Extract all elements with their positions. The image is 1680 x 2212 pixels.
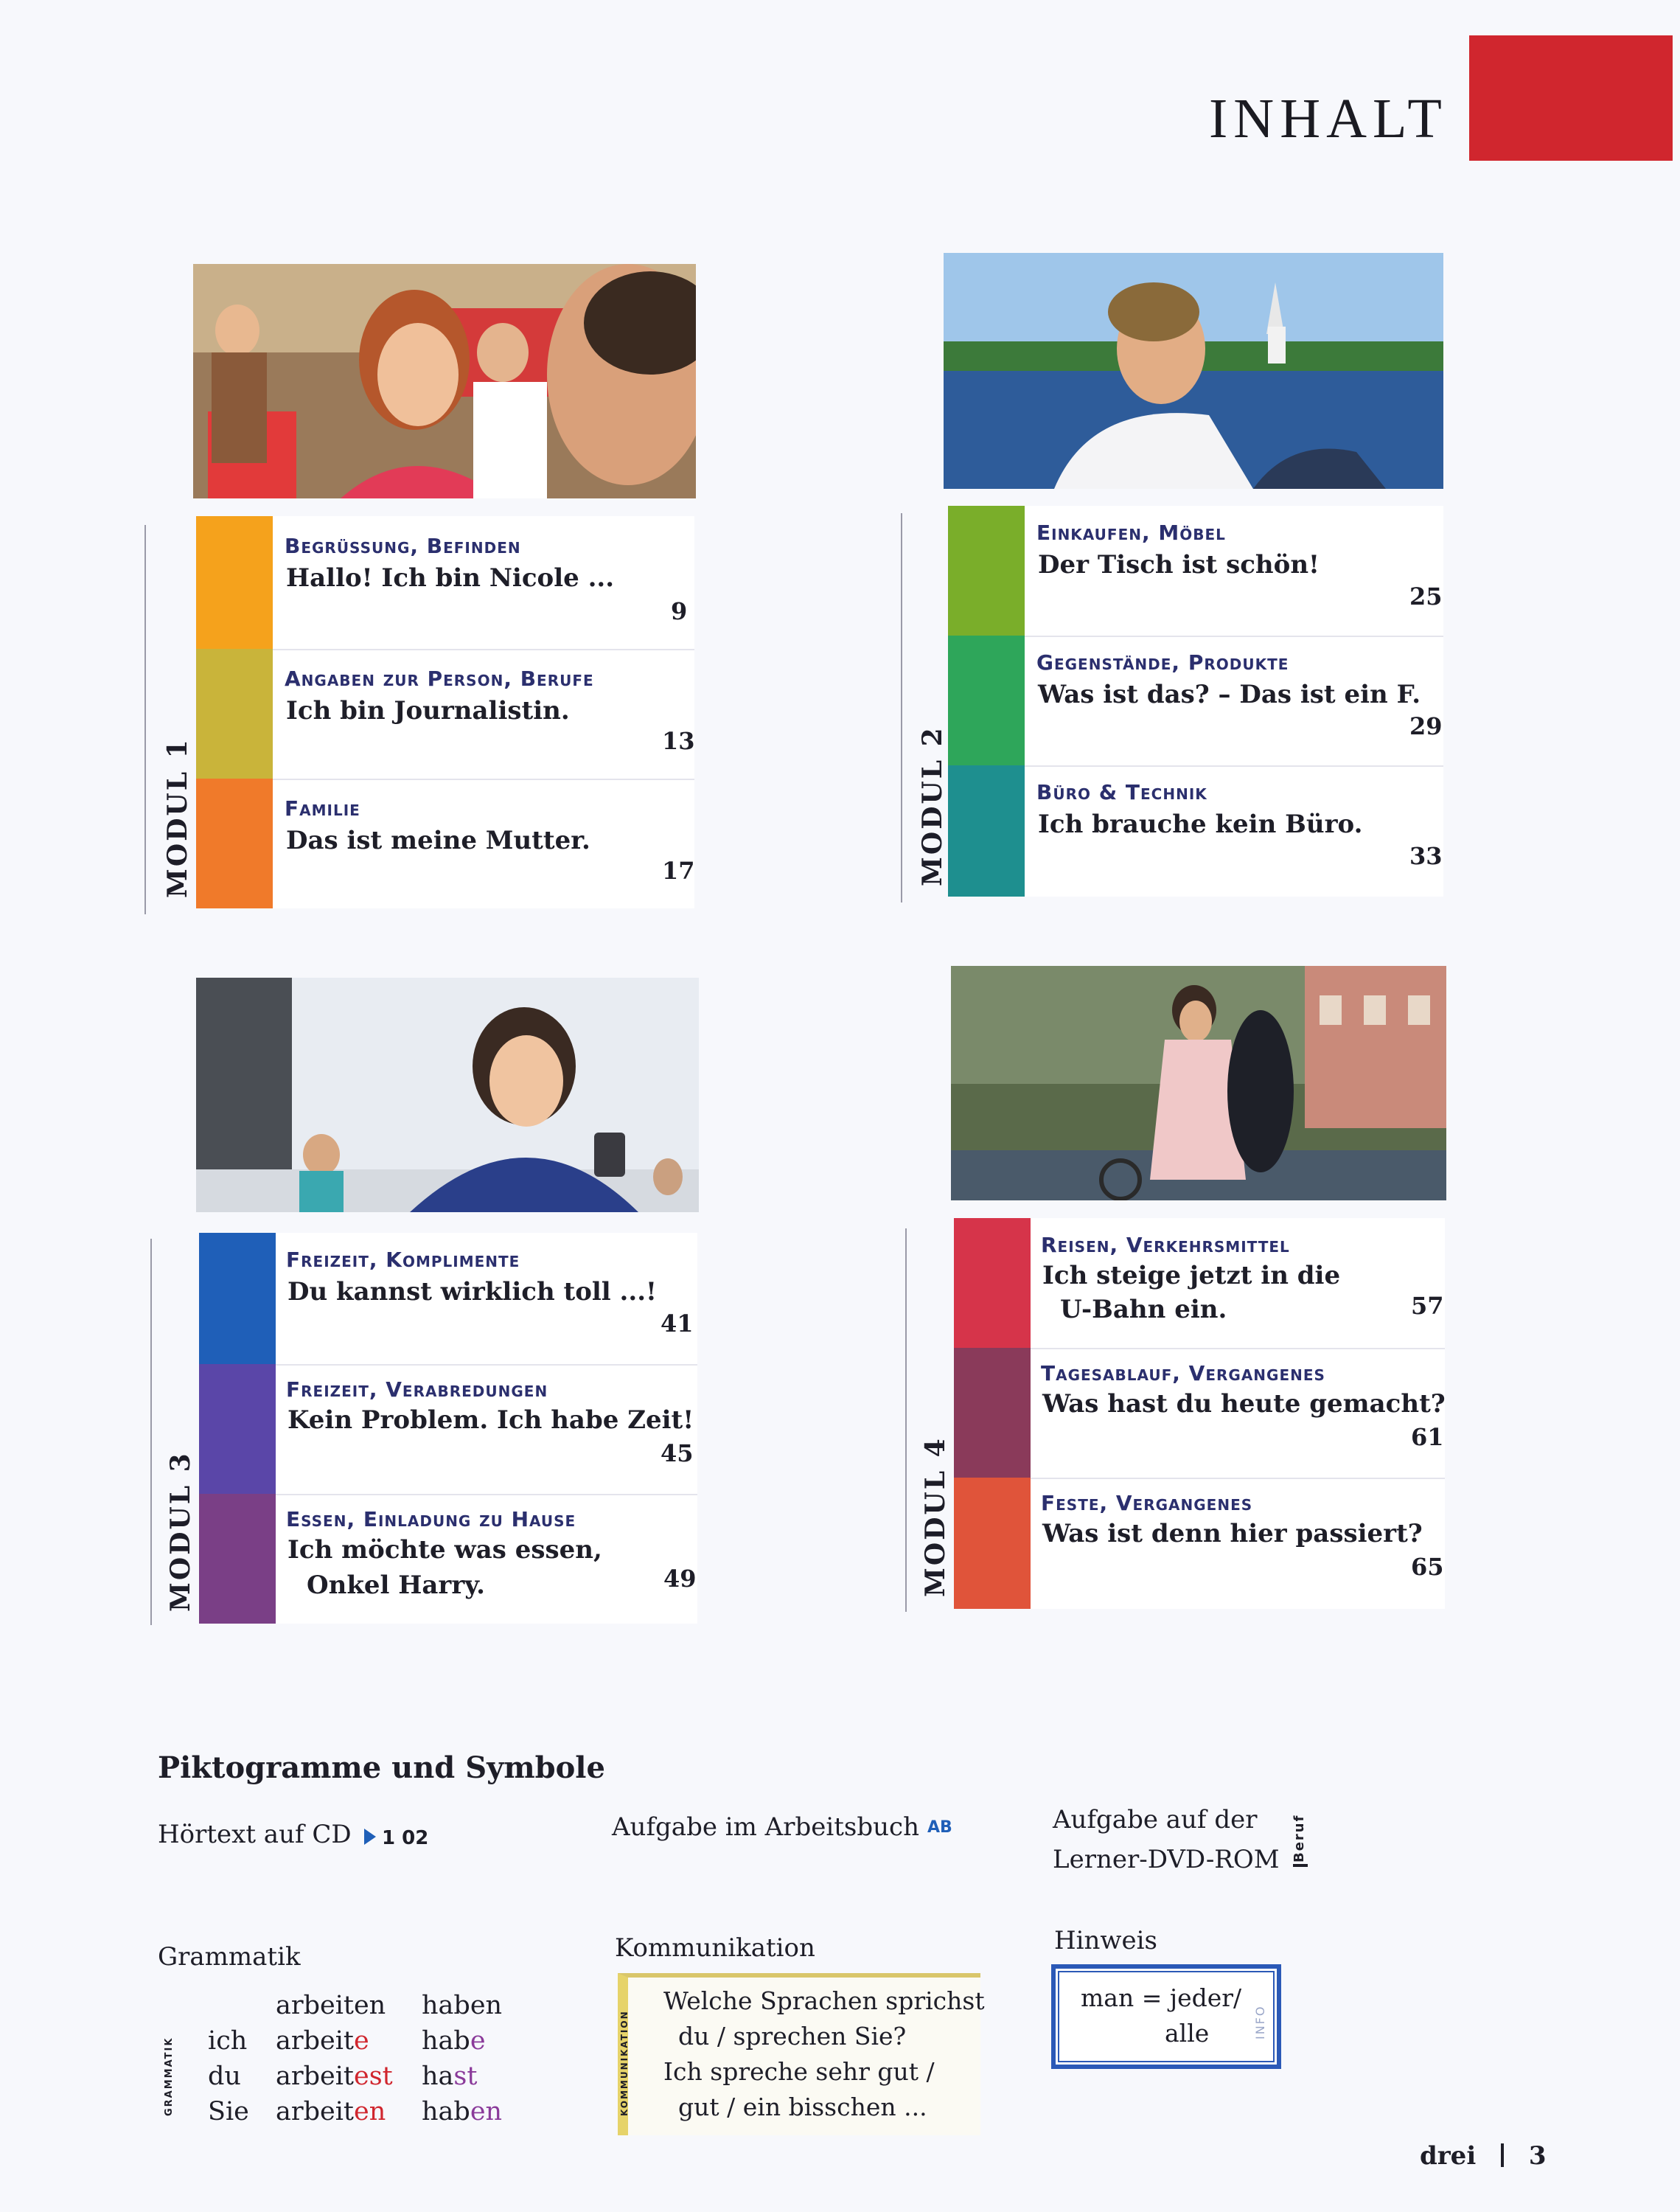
lesson-page[interactable]: 65 xyxy=(1411,1553,1444,1581)
lesson-number: 11 xyxy=(1404,1359,1437,1397)
module-3-rule xyxy=(150,1239,152,1625)
page-word: drei xyxy=(1420,2141,1477,2171)
grammatik-pronoun: du xyxy=(208,2062,241,2091)
lesson-12[interactable] xyxy=(954,1478,1445,1609)
arbeitsbuch-tag: AB xyxy=(927,1818,952,1837)
lesson-page[interactable]: 29 xyxy=(1409,712,1443,740)
grammatik-form-2: haben xyxy=(422,2097,503,2126)
grammatik-form-1: arbeite xyxy=(276,2026,369,2056)
lesson-number: 9 xyxy=(673,1505,690,1543)
grammatik-pronoun: ich xyxy=(208,2026,248,2056)
module-1-rule xyxy=(144,525,146,914)
lesson-color-bar xyxy=(954,1348,1031,1478)
kommunikation-line: Ich spreche sehr gut / xyxy=(663,2057,935,2086)
lesson-color-bar xyxy=(199,1494,276,1624)
grammatik-heading: Grammatik xyxy=(158,1942,301,1972)
dvd-tag-mark xyxy=(1293,1864,1308,1867)
lesson-color-bar xyxy=(948,765,1025,897)
kommunikation-heading: Kommunikation xyxy=(615,1933,815,1963)
lesson-color-bar xyxy=(954,1218,1031,1348)
lesson-page[interactable]: 61 xyxy=(1411,1423,1444,1451)
lesson-10[interactable] xyxy=(954,1218,1445,1348)
lesson-1[interactable] xyxy=(196,516,694,649)
legend-heading: Piktogramme und Symbole xyxy=(158,1750,605,1785)
header-color-block xyxy=(1469,35,1673,161)
lesson-7[interactable] xyxy=(199,1233,697,1364)
lesson-color-bar xyxy=(948,506,1025,636)
kommunikation-side-label: KOMMUNIKATION xyxy=(619,2010,630,2116)
lesson-color-bar xyxy=(196,649,273,779)
lesson-title: Du kannst wirklich toll ...! xyxy=(287,1277,657,1307)
lesson-number: 10 xyxy=(1404,1229,1437,1267)
hinweis-box xyxy=(1051,1964,1281,2069)
dvd-tag: Beruf xyxy=(1292,1814,1307,1863)
lesson-6[interactable] xyxy=(948,765,1443,897)
lesson-topic: Angaben zur Person, Berufe xyxy=(285,667,594,691)
lesson-topic: Gegenstände, Produkte xyxy=(1036,650,1289,675)
lesson-title: Hallo! Ich bin Nicole ... xyxy=(286,563,615,593)
lesson-page[interactable]: 49 xyxy=(663,1565,697,1593)
module-4-card xyxy=(954,1218,1445,1609)
lesson-color-bar xyxy=(199,1364,276,1494)
module-2-photo xyxy=(944,253,1443,489)
lesson-title: Ich steige jetzt in die xyxy=(1042,1261,1341,1290)
lesson-page[interactable]: 33 xyxy=(1409,842,1443,870)
lesson-color-bar xyxy=(199,1233,276,1364)
lesson-page[interactable]: 17 xyxy=(662,857,695,885)
lesson-topic: Freizeit, Komplimente xyxy=(286,1248,520,1272)
module-4-label: MODUL 4 xyxy=(920,1436,951,1597)
module-4-photo xyxy=(951,966,1446,1200)
hoertext-label: Hörtext auf CD xyxy=(158,1820,352,1849)
lesson-title: Was ist das? – Das ist ein F. xyxy=(1038,680,1421,709)
lesson-color-bar xyxy=(196,516,273,649)
grammatik-form-2: hast xyxy=(422,2062,478,2091)
footer-separator xyxy=(1501,2143,1504,2167)
lesson-4[interactable] xyxy=(948,506,1443,636)
lesson-number: 1 xyxy=(670,527,687,565)
lesson-page[interactable]: 13 xyxy=(662,727,695,755)
hoertext-track: 1 02 xyxy=(382,1827,429,1849)
grammatik-form-1: arbeiten xyxy=(276,2097,386,2126)
lesson-title: Was hast du heute gemacht? xyxy=(1042,1389,1446,1419)
lesson-title-line-2: Onkel Harry. xyxy=(307,1571,485,1600)
module-3-card xyxy=(199,1233,697,1624)
lesson-11[interactable] xyxy=(954,1348,1445,1478)
module-3-photo xyxy=(196,978,699,1212)
lesson-number: 6 xyxy=(1419,776,1436,814)
lesson-topic: Einkaufen, Möbel xyxy=(1036,521,1226,545)
lesson-topic: Tagesablauf, Vergangenes xyxy=(1041,1361,1325,1385)
lesson-title: Das ist meine Mutter. xyxy=(286,826,590,855)
grammatik-side-label: GRAMMATIK xyxy=(164,2037,175,2116)
lesson-title: Der Tisch ist schön! xyxy=(1038,550,1320,580)
lesson-title-line-2: U-Bahn ein. xyxy=(1060,1295,1227,1324)
dvd-label-line-2: Lerner-DVD-ROM xyxy=(1053,1845,1280,1874)
page-title: INHALT xyxy=(1209,88,1448,150)
module-1-photo xyxy=(193,264,696,498)
lesson-number: 5 xyxy=(1419,647,1436,684)
lesson-3[interactable] xyxy=(196,779,694,908)
lesson-9[interactable] xyxy=(199,1494,697,1624)
lesson-number: 3 xyxy=(670,790,687,827)
lesson-8[interactable] xyxy=(199,1364,697,1494)
page-number: 3 xyxy=(1528,2141,1547,2171)
lesson-color-bar xyxy=(196,779,273,908)
module-2-label: MODUL 2 xyxy=(917,726,948,886)
info-tag: INFO xyxy=(1253,2005,1267,2039)
lesson-title: Ich brauche kein Büro. xyxy=(1038,810,1363,839)
lesson-topic: Feste, Vergangenes xyxy=(1041,1491,1253,1515)
hinweis-line-1: man = jeder/ xyxy=(1081,1983,1242,2012)
hinweis-heading: Hinweis xyxy=(1054,1926,1157,1955)
lesson-topic: Essen, Einladung zu Hause xyxy=(286,1507,576,1531)
grammatik-form-2: habe xyxy=(422,2026,486,2056)
lesson-number: 4 xyxy=(1419,517,1436,554)
grammatik-form-1: arbeitest xyxy=(276,2062,393,2091)
kommunikation-line: du / sprechen Sie? xyxy=(678,2022,907,2051)
arbeitsbuch-label: Aufgabe im Arbeitsbuch xyxy=(612,1812,919,1842)
kommunikation-line: Welche Sprachen sprichst xyxy=(663,1986,985,2015)
lesson-number: 2 xyxy=(670,660,687,698)
play-icon xyxy=(364,1829,376,1845)
kommunikation-line: gut / ein bisschen ... xyxy=(678,2093,927,2121)
lesson-topic: Reisen, Verkehrsmittel xyxy=(1041,1233,1290,1257)
module-3-label: MODUL 3 xyxy=(165,1451,196,1612)
lesson-page[interactable]: 57 xyxy=(1411,1292,1444,1320)
module-2-card xyxy=(948,506,1443,897)
lesson-number: 12 xyxy=(1404,1489,1437,1526)
lesson-color-bar xyxy=(954,1478,1031,1609)
lesson-topic: Familie xyxy=(285,796,360,821)
grammatik-verb-1: arbeiten xyxy=(276,1991,386,2020)
lesson-page[interactable]: 25 xyxy=(1409,582,1443,611)
lesson-title: Ich bin Journalistin. xyxy=(286,696,570,726)
lesson-page[interactable]: 41 xyxy=(661,1310,694,1338)
lesson-topic: Begrüssung, Befinden xyxy=(285,534,521,558)
module-2-rule xyxy=(901,513,902,902)
hinweis-line-2: alle xyxy=(1165,2019,1210,2048)
lesson-number: 7 xyxy=(673,1244,690,1281)
lesson-title: Kein Problem. Ich habe Zeit! xyxy=(287,1405,694,1435)
module-1-card xyxy=(196,516,694,908)
module-4-rule xyxy=(905,1228,907,1612)
lesson-title: Ich möchte was essen, xyxy=(287,1535,602,1565)
dvd-label-line-1: Aufgabe auf der xyxy=(1053,1805,1258,1834)
lesson-topic: Freizeit, Verabredungen xyxy=(286,1377,548,1402)
page-footer xyxy=(1420,2141,1547,2171)
lesson-title: Was ist denn hier passiert? xyxy=(1042,1519,1423,1548)
module-1-label: MODUL 1 xyxy=(162,737,193,898)
grammatik-pronoun: Sie xyxy=(208,2097,249,2126)
lesson-page[interactable]: 45 xyxy=(661,1439,694,1467)
lesson-page[interactable]: 9 xyxy=(671,597,688,625)
lesson-5[interactable] xyxy=(948,636,1443,765)
lesson-color-bar xyxy=(948,636,1025,765)
lesson-2[interactable] xyxy=(196,649,694,779)
grammatik-verb-2: haben xyxy=(422,1991,503,2020)
lesson-number: 8 xyxy=(673,1375,690,1413)
lesson-topic: Büro & Technik xyxy=(1036,780,1207,804)
